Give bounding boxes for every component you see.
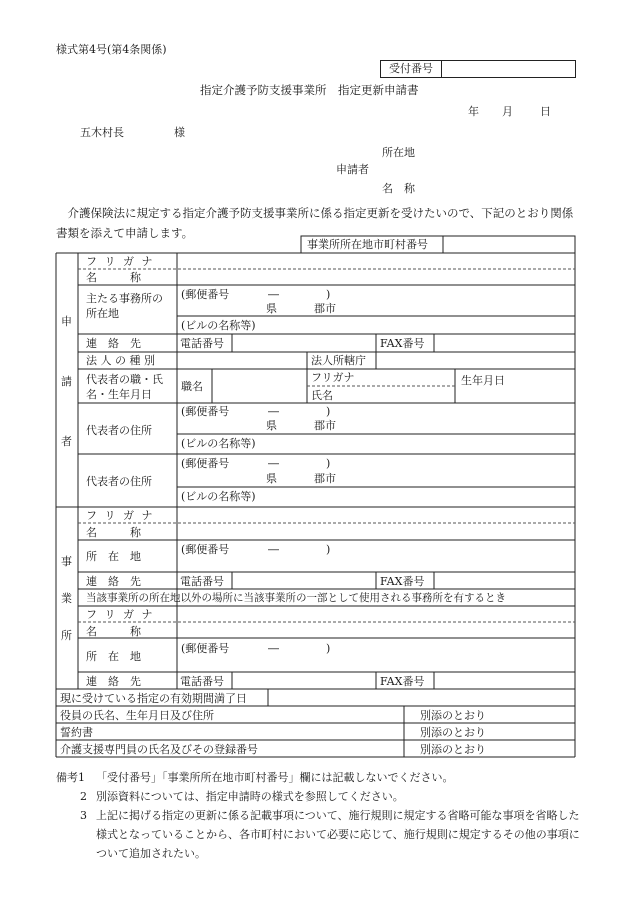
note-item xyxy=(56,787,586,806)
applicant-address-label: 所在地 xyxy=(382,146,415,159)
date-year: 年 xyxy=(468,105,479,118)
validity-label: 現に受けている指定の有効期間満了日 xyxy=(60,692,247,705)
rep2-prefecture: 県 xyxy=(266,472,277,485)
section-office-char-1: 事 xyxy=(61,555,72,568)
intro-paragraph: 介護保険法に規定する指定介護予防支援事業所に係る指定更新を受けたいので、下記のとおり関係書類を添えて申請します。 xyxy=(56,206,574,240)
rep2-postal: (郵便番号 xyxy=(181,457,230,470)
note-text: 別添資料については、指定申請時の様式を参照してください。 xyxy=(96,790,404,803)
office-location-label: 所 在 地 xyxy=(86,550,141,563)
rep1-postal-dash: ― xyxy=(268,405,279,418)
note-number: 3 xyxy=(80,809,87,822)
rep-address-label-2: 代表者の住所 xyxy=(86,475,152,488)
representative-label: 代表者の職・氏 xyxy=(86,373,163,386)
office-name-label: 名 称 xyxy=(86,526,141,539)
representative-label-2: 名・生年月日 xyxy=(86,388,152,401)
section-applicant-char-1: 申 xyxy=(61,315,72,328)
note-number: 備考1 xyxy=(56,771,85,784)
note-item xyxy=(56,806,586,863)
officers-label: 役員の氏名、生年月日及び住所 xyxy=(60,709,214,722)
birth-date-label: 生年月日 xyxy=(461,374,505,387)
date-day: 日 xyxy=(540,105,551,118)
date-month: 月 xyxy=(502,105,513,118)
corp-type-label: 法 人 の 種 別 xyxy=(86,354,155,367)
sub-office-postal-dash: ― xyxy=(268,642,279,655)
office-fax-label: FAX番号 xyxy=(380,575,425,588)
sub-office-postal: (郵便番号 xyxy=(181,642,230,655)
municipality-code-label: 事業所所在地市町村番号 xyxy=(307,238,428,251)
pledge-label: 誓約書 xyxy=(60,726,93,739)
note-text: 上記に掲げる指定の更新に係る記載事項について、施行規則に規定する省略可能な事項を省略した様式となっていることから、各市町村において必要に応じて、施行規則に規定するその他の事項について追加されたい。 xyxy=(96,809,580,860)
position-label: 職名 xyxy=(181,380,203,393)
sub-office-label: 当該事業所の所在地以外の場所に当該事業所の一部として使用される事務所を有するとき xyxy=(86,592,506,604)
document-title: 指定介護予防支援事業所 指定更新申請書 xyxy=(200,83,419,97)
prefecture-label: 県 xyxy=(266,302,277,315)
city-label: 郡市 xyxy=(314,302,336,315)
sub-office-furigana-label: フ リ ガ ナ xyxy=(86,608,155,621)
phone-label: 電話番号 xyxy=(180,337,224,350)
office-furigana-label: フ リ ガ ナ xyxy=(86,509,155,522)
furigana-small-label: フリガナ xyxy=(311,371,355,384)
section-applicant-char-3: 者 xyxy=(61,435,72,448)
corp-authority-label: 法人所轄庁 xyxy=(311,354,366,367)
rep1-postal: (郵便番号 xyxy=(181,405,230,418)
rep2-postal-dash: ― xyxy=(268,457,279,470)
main-office-label-2: 所在地 xyxy=(86,307,119,320)
note-text: 「受付番号」「事業所所在地市町村番号」欄には記載しないでください。 xyxy=(96,771,454,784)
office-postal-close: ) xyxy=(326,543,331,556)
note-item xyxy=(56,768,586,787)
furigana-label: フ リ ガ ナ xyxy=(86,255,155,268)
rep1-postal-close: ) xyxy=(326,405,331,418)
rep1-building: (ビルの名称等) xyxy=(181,437,256,450)
sub-office-location-label: 所 在 地 xyxy=(86,650,141,663)
rep2-city: 郡市 xyxy=(314,472,336,485)
applicant-label: 申請者 xyxy=(336,163,369,176)
addressee: 五木村長 xyxy=(80,126,124,139)
section-office-char-3: 所 xyxy=(61,629,72,642)
addressee-suffix: 様 xyxy=(174,126,185,139)
rep1-city: 郡市 xyxy=(314,419,336,432)
sub-office-phone-label: 電話番号 xyxy=(180,675,224,688)
office-phone-label: 電話番号 xyxy=(180,575,224,588)
office-postal-dash: ― xyxy=(268,543,279,556)
rep-address-label-1: 代表者の住所 xyxy=(86,424,152,437)
postal-code-label: (郵便番号 xyxy=(181,288,230,301)
office-contact-label: 連 絡 先 xyxy=(86,575,141,588)
sub-office-name-label: 名 称 xyxy=(86,625,141,638)
officers-attached: 別添のとおり xyxy=(420,709,486,722)
contact-label: 連 絡 先 xyxy=(86,337,141,350)
office-postal: (郵便番号 xyxy=(181,543,230,556)
rep2-postal-close: ) xyxy=(326,457,331,470)
postal-dash: ― xyxy=(268,288,279,301)
rep2-building: (ビルの名称等) xyxy=(181,490,256,503)
pledge-attached: 別添のとおり xyxy=(420,726,486,739)
sub-office-fax-label: FAX番号 xyxy=(380,675,425,688)
note-number: 2 xyxy=(80,790,87,803)
section-applicant-char-2: 請 xyxy=(61,375,72,388)
name-label: 名 称 xyxy=(86,271,141,284)
receipt-number-label: 受付番号 xyxy=(381,61,442,77)
section-office-char-2: 業 xyxy=(61,592,72,605)
main-office-label: 主たる事務所の xyxy=(86,292,163,305)
sub-office-postal-close: ) xyxy=(326,642,331,655)
care-manager-label: 介護支援専門員の氏名及びその登録番号 xyxy=(60,743,258,756)
care-manager-attached: 別添のとおり xyxy=(420,743,486,756)
fax-label: FAX番号 xyxy=(380,337,425,350)
postal-close: ) xyxy=(326,288,331,301)
form-number: 様式第4号(第4条関係) xyxy=(56,43,167,56)
sub-office-contact-label: 連 絡 先 xyxy=(86,675,141,688)
notes-section xyxy=(56,768,586,863)
applicant-name-label: 名 称 xyxy=(382,182,415,195)
rep1-prefecture: 県 xyxy=(266,419,277,432)
building-label: (ビルの名称等) xyxy=(181,319,256,332)
person-name-label: 氏名 xyxy=(311,389,333,402)
